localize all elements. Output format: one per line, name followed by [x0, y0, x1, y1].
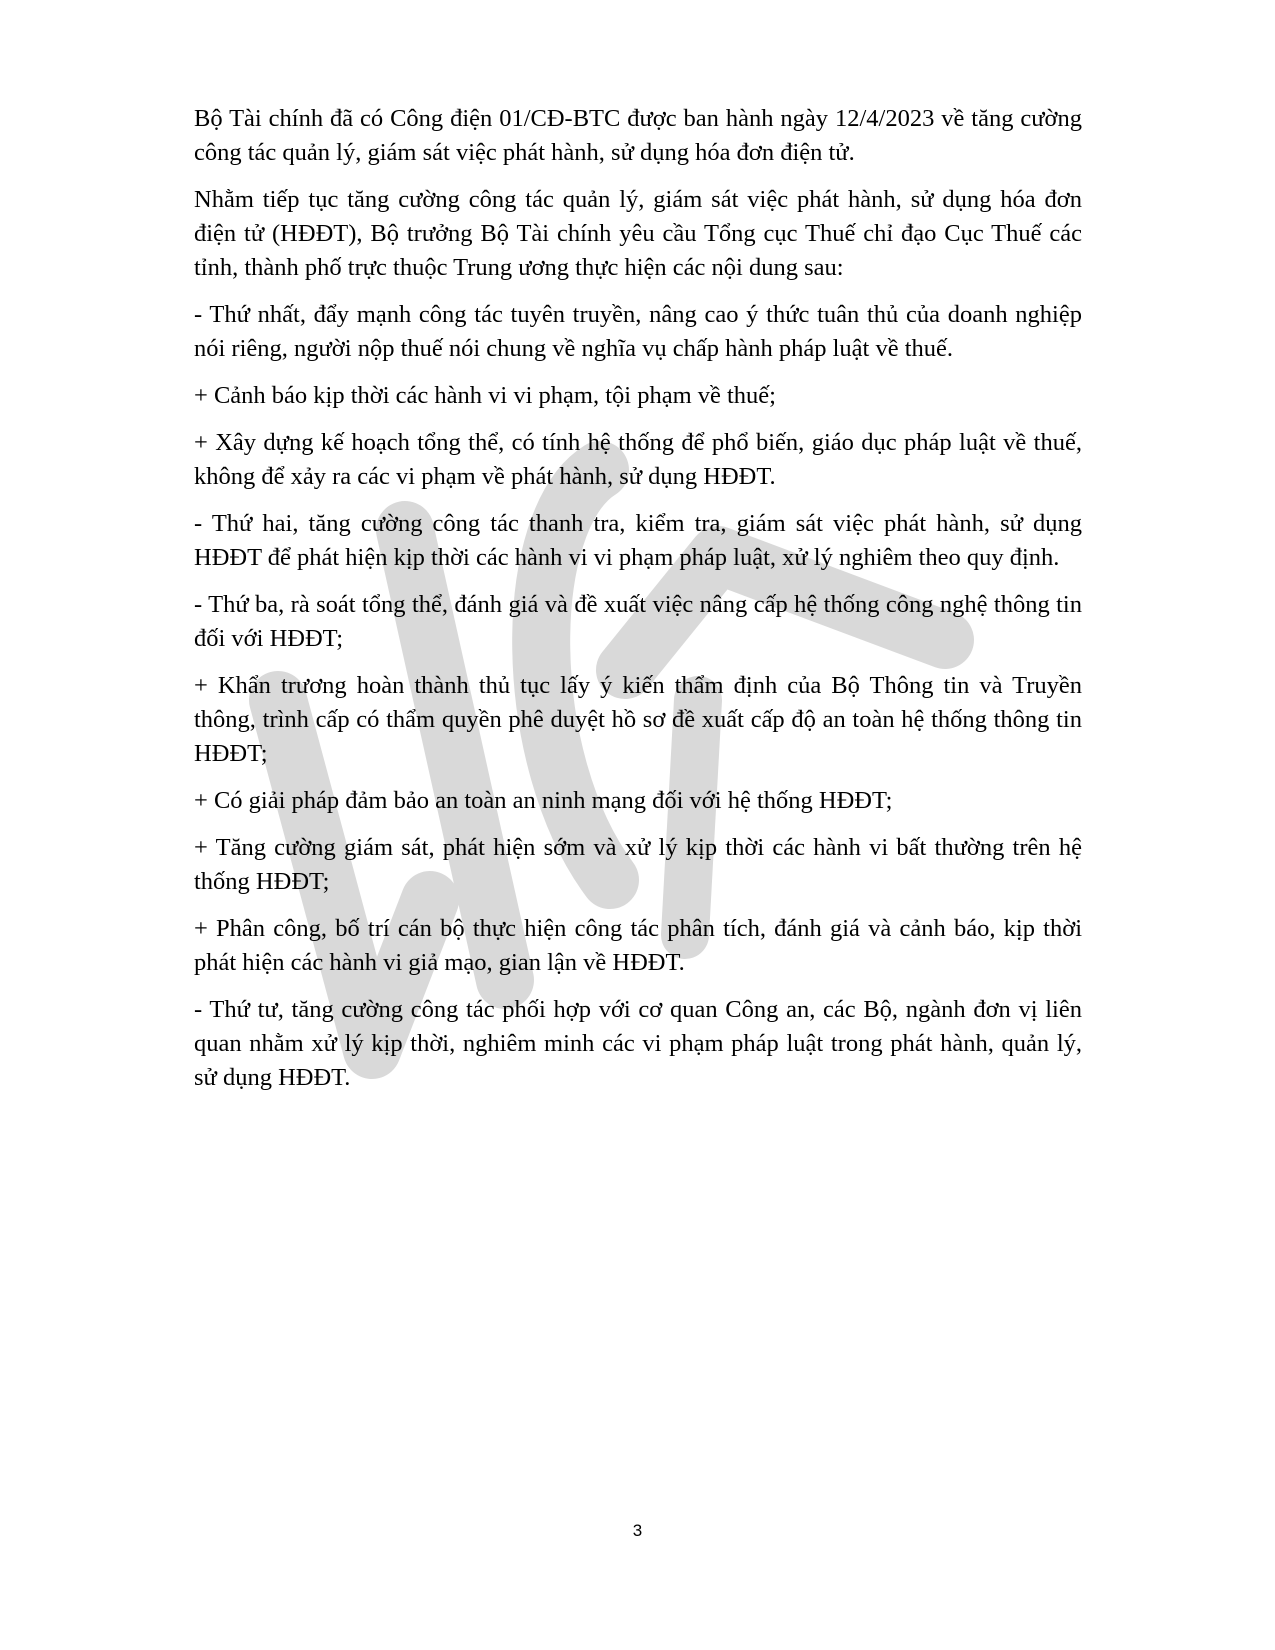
paragraph: + Có giải pháp đảm bảo an toàn an ninh mạng đối với hệ thống HĐĐT; — [194, 787, 893, 814]
paragraph: + Phân công, bố trí cán bộ thực hiện công tác phân tích, đánh giá và cảnh báo, kịp thời phát hiện các hành vi giả mạo, gian lận về HĐĐT. — [194, 915, 1082, 976]
paragraph: - Thứ hai, tăng cường công tác thanh tra, kiểm tra, giám sát việc phát hành, sử dụng HĐĐT để phát hiện kịp thời các hành vi vi phạm pháp luật, xử lý nghiêm theo quy định. — [194, 510, 1082, 571]
paragraph: - Thứ ba, rà soát tổng thể, đánh giá và đề xuất việc nâng cấp hệ thống công nghệ thông tin đối với HĐĐT; — [194, 591, 1082, 652]
paragraph: Bộ Tài chính đã có Công điện 01/CĐ-BTC được ban hành ngày 12/4/2023 về tăng cường công tác quản lý, giám sát việc phát hành, sử dụng hóa đơn điện tử. — [194, 105, 1082, 166]
paragraph: - Thứ nhất, đẩy mạnh công tác tuyên truyền, nâng cao ý thức tuân thủ của doanh nghiệp nói riêng, người nộp thuế nói chung về nghĩa vụ chấp hành pháp luật về thuế. — [194, 301, 1082, 362]
paragraph: + Khẩn trương hoàn thành thủ tục lấy ý kiến thẩm định của Bộ Thông tin và Truyền thông, trình cấp có thẩm quyền phê duyệt hồ sơ đề xuất cấp độ an toàn hệ thống thông tin HĐĐT; — [194, 672, 1082, 767]
paragraph: + Tăng cường giám sát, phát hiện sớm và xử lý kịp thời các hành vi bất thường trên hệ thống HĐĐT; — [194, 834, 1082, 895]
paragraph: + Cảnh báo kịp thời các hành vi vi phạm, tội phạm về thuế; — [194, 382, 776, 409]
paragraph: Nhằm tiếp tục tăng cường công tác quản lý, giám sát việc phát hành, sử dụng hóa đơn điện tử (HĐĐT), Bộ trưởng Bộ Tài chính yêu cầu Tổng cục Thuế chỉ đạo Cục Thuế các tỉnh, thành phố trực thuộc Trung ương thực hiện các nội dung sau: — [194, 186, 1082, 281]
paragraph: + Xây dựng kế hoạch tổng thể, có tính hệ thống để phổ biến, giáo dục pháp luật về thuế, không để xảy ra các vi phạm về phát hành, sử dụng HĐĐT. — [194, 429, 1082, 490]
page-number: 3 — [632, 1521, 643, 1540]
paragraph: - Thứ tư, tăng cường công tác phối hợp với cơ quan Công an, các Bộ, ngành đơn vị liên quan nhằm xử lý kịp thời, nghiêm minh các vi phạm pháp luật trong phát hành, quản lý, sử dụng HĐĐT. — [194, 996, 1082, 1091]
document-body — [194, 102, 1082, 1108]
